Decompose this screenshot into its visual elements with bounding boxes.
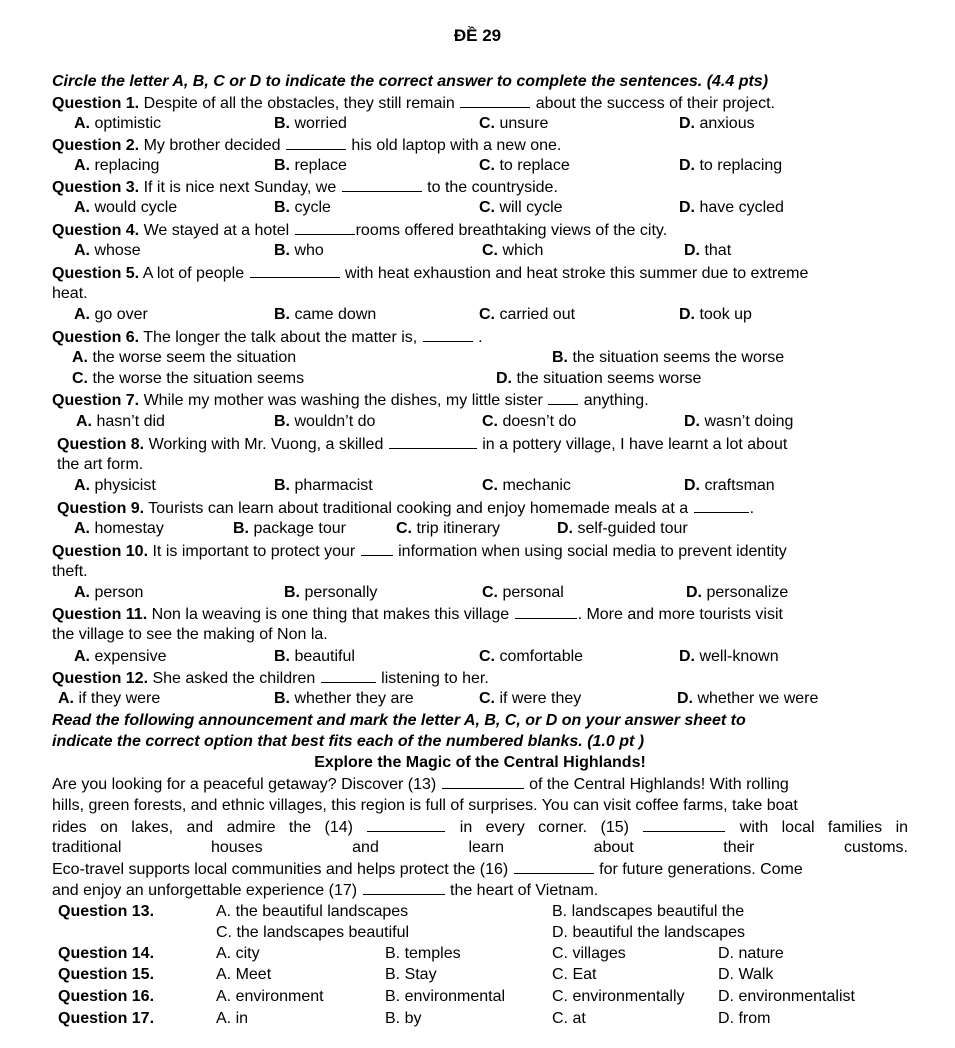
question-text: anything.	[579, 392, 649, 409]
option-d: D. from	[718, 1010, 771, 1027]
question-8-continuation: the art form.	[57, 456, 144, 473]
passage-line: hills, green forests, and ethnic villages, this region is full of surprises. You can visit coffee farms, take boat	[52, 797, 798, 814]
question-5-options	[52, 304, 908, 325]
question-text: Working with Mr. Vuong, a skilled	[144, 436, 388, 453]
option-b: B. beautiful	[274, 648, 355, 665]
passage-line: and enjoy an unforgettable experience (17) the heart of Vietnam.	[52, 879, 908, 900]
option-d: D. personalize	[686, 584, 789, 601]
question-17-row	[52, 1008, 908, 1029]
question-3	[52, 176, 908, 197]
option-d: D. that	[684, 242, 732, 259]
answer-blank	[423, 326, 473, 342]
question-10-options	[52, 582, 908, 603]
option-c: C. to replace	[479, 157, 570, 174]
question-label: Question 15.	[58, 966, 155, 983]
question-text: Despite of all the obstacles, they still remain	[139, 95, 460, 112]
option-d: D. nature	[718, 945, 784, 962]
option-b: B. package tour	[233, 520, 346, 537]
instruction-part-2-line-2: indicate the correct option that best fits each of the numbered blanks. (1.0 pt )	[52, 733, 645, 750]
option-c: C. environmentally	[552, 988, 685, 1005]
question-11	[52, 603, 908, 624]
question-label: Question 5.	[52, 265, 140, 282]
blank-15	[643, 816, 725, 832]
option-b: B. whether they are	[274, 690, 414, 707]
answer-blank	[460, 92, 530, 108]
option-a: A. replacing	[74, 157, 160, 174]
option-b: B. personally	[284, 584, 378, 601]
question-13-row-1	[52, 901, 908, 922]
question-label: Question 13.	[58, 903, 155, 920]
blank-17	[363, 879, 445, 895]
option-c: C. which	[482, 242, 544, 259]
option-b: B. environmental	[385, 988, 506, 1005]
question-text: his old laptop with a new one.	[346, 137, 562, 154]
option-b: B. came down	[274, 306, 377, 323]
question-text: It is important to protect your	[148, 543, 360, 560]
question-label: Question 10.	[52, 543, 149, 560]
question-4-options	[52, 240, 908, 261]
question-5	[52, 262, 908, 283]
option-c: C. if were they	[479, 690, 582, 707]
option-c: C. the worse the situation seems	[72, 370, 305, 387]
question-9	[57, 497, 913, 518]
question-text: information when using social media to prevent identity	[393, 543, 787, 560]
passage-heading: Explore the Magic of the Central Highlands!	[314, 754, 646, 771]
answer-blank	[295, 219, 355, 235]
question-label: Question 7.	[52, 392, 140, 409]
option-b: B. temples	[385, 945, 461, 962]
question-text: Tourists can learn about traditional cooking and enjoy homemade meals at a	[144, 500, 693, 517]
question-text: The longer the talk about the matter is,	[139, 329, 422, 346]
question-text: . More and more tourists visit	[577, 606, 783, 623]
answer-blank	[389, 433, 477, 449]
question-9-options	[52, 518, 908, 539]
exam-title: ĐỀ 29	[453, 26, 502, 45]
question-1-options	[52, 113, 908, 134]
option-d: D. the situation seems worse	[496, 370, 702, 387]
answer-blank	[548, 389, 578, 405]
option-a: A. the beautiful landscapes	[216, 903, 409, 920]
answer-blank	[515, 603, 577, 619]
question-text: in a pottery village, I have learnt a lot about	[477, 436, 788, 453]
blank-16	[514, 858, 594, 874]
question-5-continuation: heat.	[52, 285, 88, 302]
question-label: Question 9.	[57, 500, 145, 517]
answer-blank	[361, 540, 393, 556]
question-10	[52, 540, 908, 561]
question-16-row	[52, 986, 908, 1007]
option-a: A. hasn’t did	[76, 413, 165, 430]
option-c: C. the landscapes beautiful	[216, 924, 410, 941]
answer-blank	[286, 134, 346, 150]
option-b: B. wouldn’t do	[274, 413, 376, 430]
question-11-continuation: the village to see the making of Non la.	[52, 626, 328, 643]
question-text: to the countryside.	[422, 179, 558, 196]
blank-13	[442, 773, 524, 789]
option-d: D. to replacing	[679, 157, 783, 174]
question-text: about the success of their project.	[531, 95, 775, 112]
question-text: She asked the children	[148, 670, 320, 687]
option-d: D. wasn’t doing	[684, 413, 794, 430]
question-label: Question 2.	[52, 137, 140, 154]
answer-blank	[321, 667, 376, 683]
question-11-options	[52, 646, 908, 667]
question-3-options	[52, 197, 908, 218]
option-c: C. carried out	[479, 306, 576, 323]
option-d: D. whether we were	[677, 690, 819, 707]
question-2-options	[52, 155, 908, 176]
question-label: Question 14.	[58, 945, 155, 962]
option-a: A. whose	[74, 242, 141, 259]
option-d: D. self-guided tour	[557, 520, 688, 537]
question-text: A lot of people	[139, 265, 249, 282]
blank-14	[367, 816, 445, 832]
option-b: B. worried	[274, 115, 347, 132]
option-c: C. at	[552, 1010, 586, 1027]
question-label: Question 8.	[57, 436, 145, 453]
option-b: B. pharmacist	[274, 477, 373, 494]
answer-blank	[250, 262, 340, 278]
instruction-part-2-line-1: Read the following announcement and mark the letter A, B, C, or D on your answer sheet to	[52, 712, 746, 729]
option-b: B. Stay	[385, 966, 437, 983]
question-text: listening to her.	[376, 670, 489, 687]
option-d: D. have cycled	[679, 199, 784, 216]
option-a: A. go over	[74, 306, 148, 323]
question-15-row	[52, 964, 908, 985]
question-label: Question 1.	[52, 95, 140, 112]
option-a: A. optimistic	[74, 115, 162, 132]
option-c: C. mechanic	[482, 477, 571, 494]
answer-blank	[694, 497, 749, 513]
question-1	[52, 92, 908, 113]
question-14-row	[52, 943, 908, 964]
option-d: D. Walk	[718, 966, 774, 983]
option-a: A. environment	[216, 988, 324, 1005]
question-text: rooms offered breathtaking views of the city.	[355, 222, 668, 239]
option-a: A. expensive	[74, 648, 167, 665]
option-b: B. who	[274, 242, 324, 259]
question-6-options-row-1	[52, 347, 908, 368]
question-text: If it is nice next Sunday, we	[139, 179, 341, 196]
question-label: Question 16.	[58, 988, 155, 1005]
question-7-options	[52, 411, 908, 432]
option-b: B. landscapes beautiful the	[552, 903, 745, 920]
option-a: A. homestay	[74, 520, 164, 537]
option-a: A. physicist	[74, 477, 156, 494]
option-c: C. comfortable	[479, 648, 584, 665]
question-13-row-2	[52, 922, 908, 943]
option-b: B. cycle	[274, 199, 331, 216]
answer-blank	[342, 176, 422, 192]
question-text: with heat exhaustion and heat stroke this summer due to extreme	[340, 265, 809, 282]
option-a: A. in	[216, 1010, 249, 1027]
option-a: A. Meet	[216, 966, 272, 983]
option-c: C. personal	[482, 584, 564, 601]
option-c: C. villages	[552, 945, 626, 962]
option-a: A. would cycle	[74, 199, 178, 216]
option-c: C. trip itinerary	[396, 520, 501, 537]
instruction-part-1: Circle the letter A, B, C or D to indicate the correct answer to complete the sentences. (4.4 pts)	[52, 73, 769, 90]
option-b: B. by	[385, 1010, 422, 1027]
question-text: My brother decided	[139, 137, 285, 154]
question-8	[57, 433, 908, 454]
question-label: Question 3.	[52, 179, 140, 196]
option-d: D. took up	[679, 306, 752, 323]
question-label: Question 12.	[52, 670, 149, 687]
passage-line: rides on lakes, and admire the (14) in every corner. (15) with local families in	[52, 816, 908, 837]
option-d: D. environmentalist	[718, 988, 855, 1005]
question-2	[52, 134, 908, 155]
option-d: D. anxious	[679, 115, 755, 132]
option-b: B. replace	[274, 157, 347, 174]
question-text: While my mother was washing the dishes, my little sister	[139, 392, 548, 409]
option-a: A. if they were	[58, 690, 161, 707]
question-12-options	[52, 688, 908, 709]
question-label: Question 11.	[52, 606, 148, 623]
option-c: C. doesn’t do	[482, 413, 577, 430]
option-c: C. will cycle	[479, 199, 563, 216]
question-label: Question 17.	[58, 1010, 155, 1027]
option-a: A. the worse seem the situation	[72, 349, 297, 366]
option-a: A. person	[74, 584, 144, 601]
option-d: D. well-known	[679, 648, 779, 665]
question-label: Question 6.	[52, 329, 140, 346]
question-4	[52, 219, 908, 240]
question-text: We stayed at a hotel	[139, 222, 294, 239]
question-8-options	[52, 475, 908, 496]
passage-line: Are you looking for a peaceful getaway? Discover (13) of the Central Highlands! With rolling	[52, 773, 908, 794]
question-label: Question 4.	[52, 222, 140, 239]
question-text: .	[473, 329, 483, 346]
option-c: C. Eat	[552, 966, 597, 983]
question-7	[52, 389, 908, 410]
option-d: D. beautiful the landscapes	[552, 924, 746, 941]
question-6-options-row-2	[52, 368, 908, 389]
question-6	[52, 326, 908, 347]
option-c: C. unsure	[479, 115, 549, 132]
question-12	[52, 667, 908, 688]
question-10-continuation: theft.	[52, 563, 88, 580]
question-text: .	[749, 500, 755, 517]
option-b: B. the situation seems the worse	[552, 349, 785, 366]
option-d: D. craftsman	[684, 477, 775, 494]
option-a: A. city	[216, 945, 260, 962]
passage-line: Eco-travel supports local communities and helps protect the (16) for future generations. Come	[52, 858, 908, 879]
passage-line: traditional houses and learn about their customs.	[52, 839, 908, 856]
question-text: Non la weaving is one thing that makes this village	[147, 606, 514, 623]
